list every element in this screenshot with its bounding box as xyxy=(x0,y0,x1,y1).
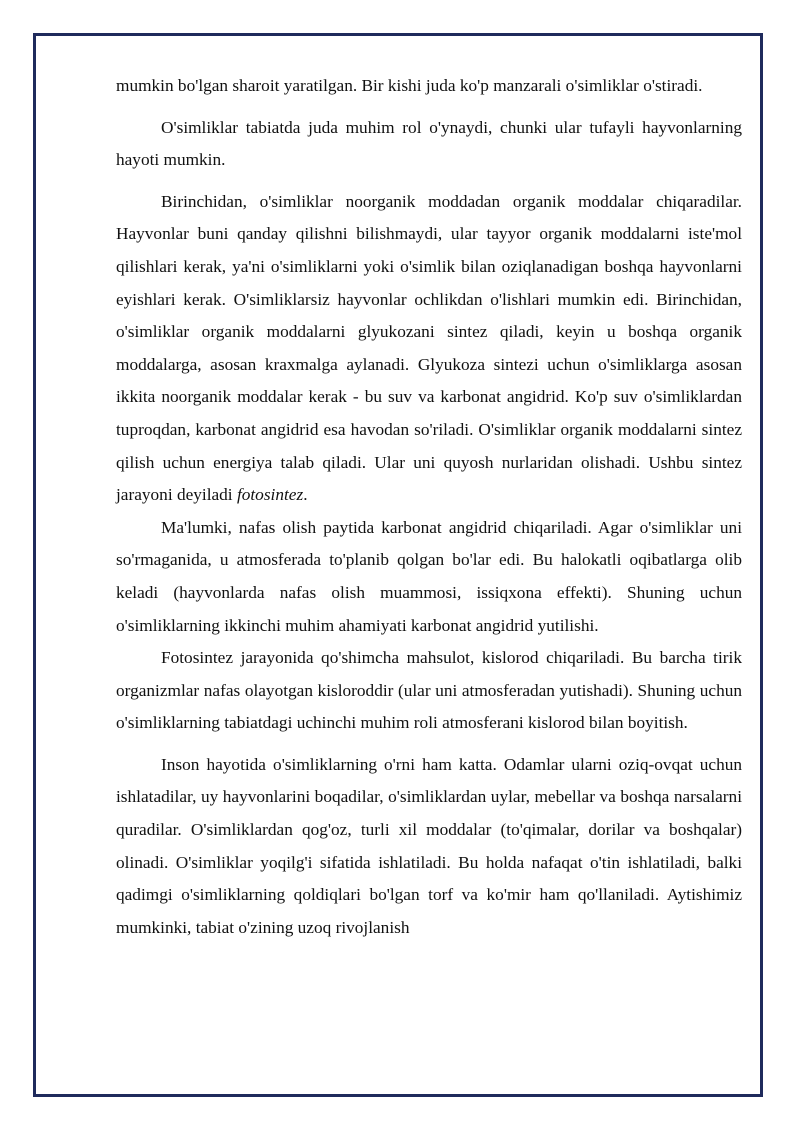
paragraph-3-text: Birinchidan, o'simliklar noorganik moddadan organik moddalar chiqaradilar. Hayvonlar buni qanday qilishni bilishmaydi, ular tayyor organik moddalarni iste'mol qilishlari kerak, ya'ni o'simliklarni yoki o'simlik bilan oziqlanadigan boshqa hayvonlarni eyishlari kerak. O'simliklarsiz hayvonlar ochlikdan o'lishlari mumkin edi. Birinchidan, o'simliklar organik moddalarni glyukozani sintez qiladi, keyin u boshqa organik moddalarga, asosan kraxmalga aylanadi. Glyukoza sintezi uchun o'simliklarga asosan ikkita noorganik moddalar kerak - bu suv va karbonat angidrid. Ko'p suv o'simliklardan tuproqdan, karbonat angidrid esa havodan so'riladi. O'simliklar organik moddalarni sintez qilish uchun energiya talab qiladi. Ular uni quyosh nurlaridan olishadi. Ushbu sintez jarayoni deyiladi xyxy=(116,191,742,505)
paragraph-6: Inson hayotida o'simliklarning o'rni ham katta. Odamlar ularni oziq-ovqat uchun ishlatadilar, uy hayvonlarini boqadilar, o'simliklardan uylar, mebellar va boshqa narsalarni quradilar. O'simliklardan qog'oz, turli xil moddalar (to'qimalar, dorilar va boshqalar) olinadi. O'simliklar yoqilg'i sifatida ishlatiladi. Bu holda nafaqat o'tin ishlatiladi, balki qadimgi o'simliklarning qoldiqlari bo'lgan torf va ko'mir ham qo'llaniladi. Aytishimiz mumkinki, tabiat o'zining uzoq rivojlanish xyxy=(116,754,742,937)
paragraph-3-italic-term: fotosintez xyxy=(236,485,304,505)
paragraph-3 xyxy=(116,186,742,512)
paragraph-3-tail: . xyxy=(303,485,308,505)
document-body xyxy=(116,70,742,944)
paragraph-2: O'simliklar tabiatda juda muhim rol o'ynaydi, chunki ular tufayli hayvonlarning hayoti mumkin. xyxy=(116,117,742,170)
paragraph-5: Fotosintez jarayonida qo'shimcha mahsulot, kislorod chiqariladi. Bu barcha tirik organizmlar nafas olayotgan kisloroddir (ular uni atmosferadan yutishadi). Shuning uchun o'simliklarning tabiatdagi uchinchi muhim roli atmosferani kislorod bilan boyitish. xyxy=(116,648,742,733)
paragraph-1: mumkin bo'lgan sharoit yaratilgan. Bir kishi juda ko'p manzarali o'simliklar o'stiradi. xyxy=(116,76,703,95)
paragraph-4: Ma'lumki, nafas olish paytida karbonat angidrid chiqariladi. Agar o'simliklar uni so'rmaganida, u atmosferada to'planib qolgan bo'lar edi. Bu halokatli oqibatlarga olib keladi (hayvonlarda nafas olish muammosi, issiqxona effekti). Shuning uchun o'simliklarning ikkinchi muhim ahamiyati karbonat angidrid yutilishi. xyxy=(116,517,742,635)
